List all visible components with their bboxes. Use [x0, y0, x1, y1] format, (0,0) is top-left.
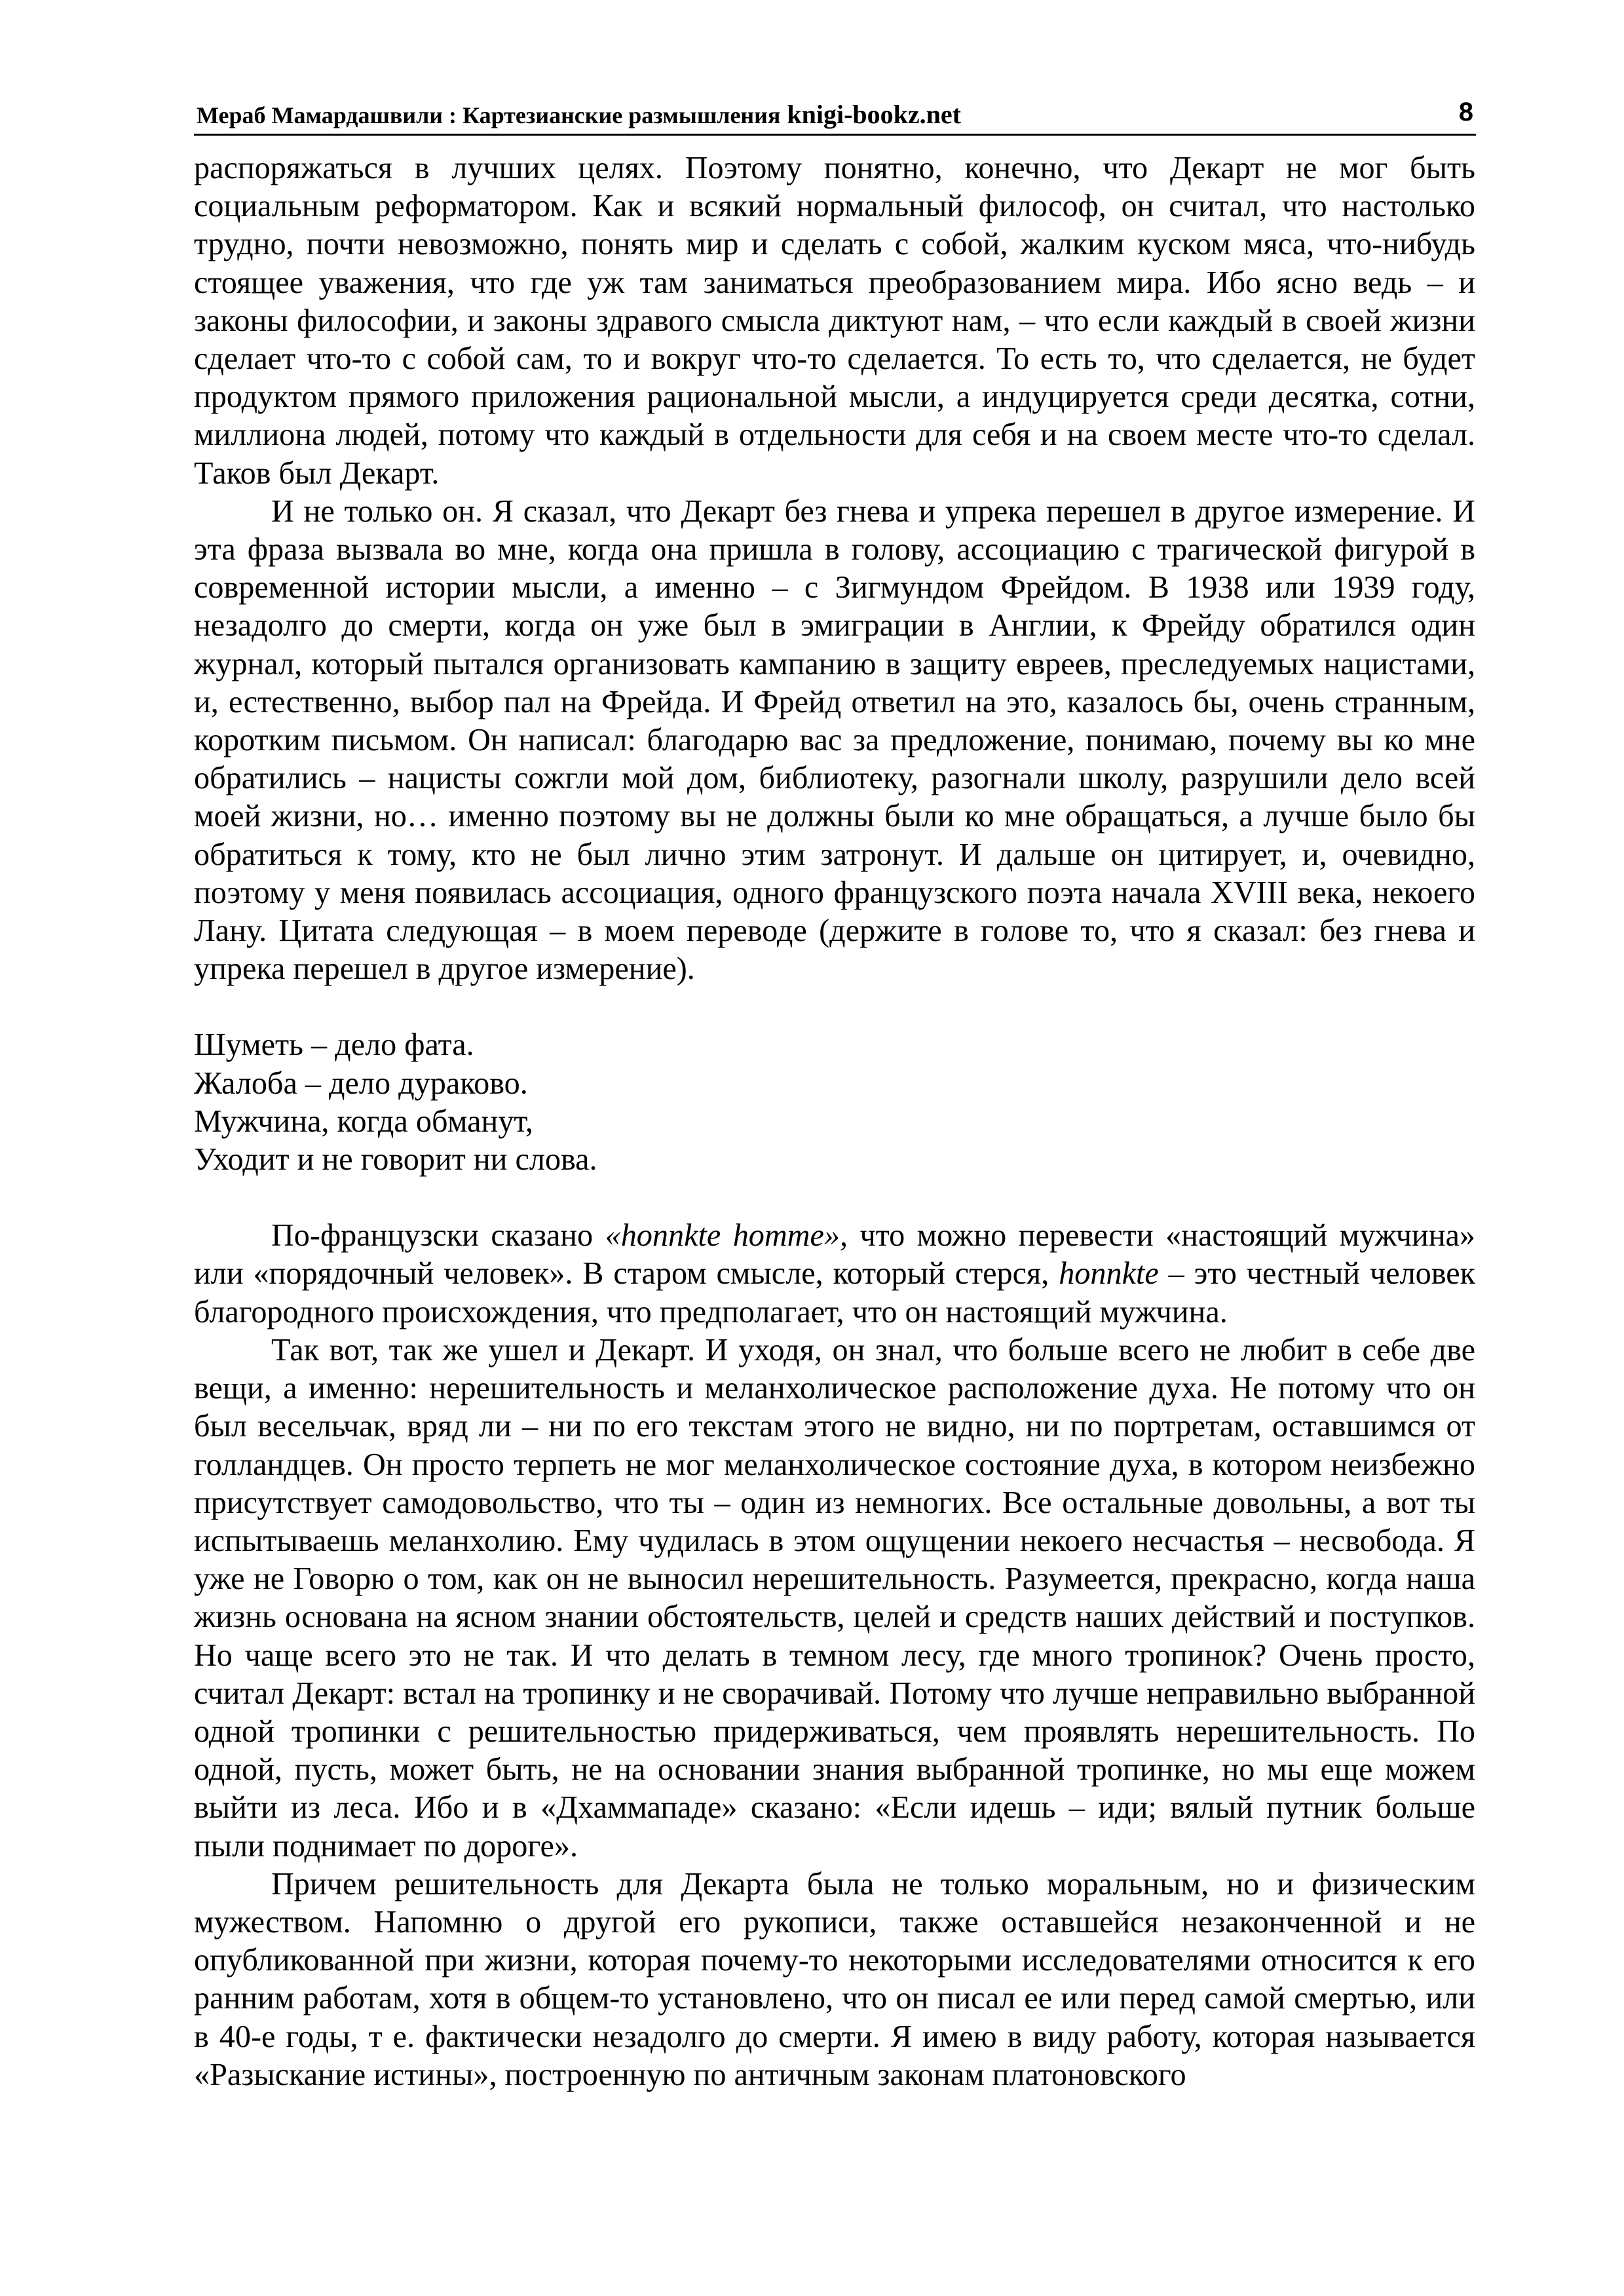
header-title: [197, 99, 961, 130]
poem-line: Жалоба – дело дураково.: [194, 1065, 528, 1101]
paragraph: Так вот, так же ушел и Декарт. И уходя, он знал, что больше всего не любит в себе две вещи, а именно: нерешительность и меланхолическое расположение духа. Не потому что он был весельчак, вряд ли – ни по его текстам этого не видно, ни по портретам, оставшимся от голландцев. Он просто терпеть не мог меланхолическое состояние духа, в котором неизбежно присутствует самодовольство, что ты – один из немногих. Все остальные довольны, а вот ты испытываешь меланхолию. Ему чудилась в этом ощущении некоего несчастья – несвобода. Я уже не Говорю о том, как он не выносил нерешительность. Разумеется, прекрасно, когда наша жизнь основана на ясном знании обстоятельств, целей и средств наших действий и поступков. Но чаще всего это не так. И что делать в темном лесу, где много тропинок? Очень просто, считал Декарт: встал на тропинку и не сворачивай. Потому что лучше неправильно выбранной одной тропинки с решительностью придерживаться, чем проявлять нерешительность. По одной, пусть, может быть, не на основании знания выбранной тропинке, но мы еще можем выйти из леса. Ибо и в «Дхаммападе» сказано: «Если идешь – иди; вялый путник больше пыли поднимает по дороге».: [194, 1332, 1475, 1864]
paragraph: И не только он. Я сказал, что Декарт без гнева и упрека перешел в другое измерение. И эта фраза вызвала во мне, когда она пришла в голову, ассоциацию с трагической фигурой в современной истории мысли, а именно – с Зигмундом Фрейдом. В 1938 или 1939 году, незадолго до смерти, когда он уже был в эмиграции в Англии, к Фрейду обратился один журнал, который пытался организовать кампанию в защиту евреев, преследуемых нацистами, и, естественно, выбор пал на Фрейда. И Фрейд ответил на это, казалось бы, очень странным, коротким письмом. Он написал: благодарю вас за предложение, понимаю, почему вы ко мне обратились – нацисты сожгли мой дом, библиотеку, разогнали школу, разрушили дело всей моей жизни, но… именно поэтому вы не должны были ко мне обращаться, а лучше было бы обратиться к тому, кто не был лично этим затронут. И дальше он цитирует, и, очевидно, поэтому у меня появилась ассоциация, одного французского поэта начала XVIII века, некоего Лану. Цитата следующая – в моем переводе (держите в голове то, что я сказал: без гнева и упрека перешел в другое измерение).: [194, 493, 1475, 987]
running-header: [194, 85, 1476, 136]
header-site-name: knigi-bookz.net: [787, 100, 961, 129]
italic-term: honnkte: [1059, 1256, 1159, 1292]
text-run: что можно перевести «настоящий мужчина» или «порядочный человек». В старом смысле, который стерся,: [194, 1218, 1475, 1292]
poem-line: Уходит и не говорит ни слова.: [194, 1142, 597, 1177]
body-text: [194, 149, 1475, 2094]
header-book-title: Мераб Мамардашвили : Картезианские размышления: [197, 102, 781, 128]
paragraph-french-term: [194, 1217, 1475, 1331]
text-run: По-французски сказано: [271, 1218, 605, 1253]
poem-line: Шуметь – дело фата.: [194, 1027, 474, 1063]
paragraph: Причем решительность для Декарта была не только моральным, но и физическим мужеством. Напомню о другой его рукописи, также оставшейся незаконченной и не опубликованной при жизни, которая почему-то некоторыми исследователями относится к его ранним работам, хотя в общем-то установлено, что он писал ее или перед самой смертью, или в 40-е годы, т е. фактически незадолго до смерти. Я имею в виду работу, которая называется «Разыскание истины», построенную по античным законам платоновского: [194, 1866, 1475, 2092]
poem-line: Мужчина, когда обманут,: [194, 1103, 533, 1139]
italic-term: «honnkte homme»,: [605, 1218, 848, 1253]
paragraph-continuation: распоряжаться в лучших целях. Поэтому понятно, конечно, что Декарт не мог быть социальным реформатором. Как и всякий нормальный философ, он считал, что настолько трудно, почти невозможно, понять мир и сделать с собой, жалким куском мяса, что-нибудь стоящее уважения, что где уж там заниматься преобразованием мира. Ибо ясно ведь – и законы философии, и законы здравого смысла диктуют нам, – что если каждый в своей жизни сделает что-то с собой сам, то и вокруг что-то сделается. То есть то, что сделается, не будет продуктом прямого приложения рациональной мысли, а индуцируется среди десятка, сотни, миллиона людей, потому что каждый в отдельности для себя и на своем месте что-то сделал. Таков был Декарт.: [194, 151, 1475, 491]
page-number: 8: [1458, 98, 1473, 126]
text-run: – это честный человек благородного происхождения, что предполагает, что он настоящий мужчина.: [194, 1256, 1475, 1330]
